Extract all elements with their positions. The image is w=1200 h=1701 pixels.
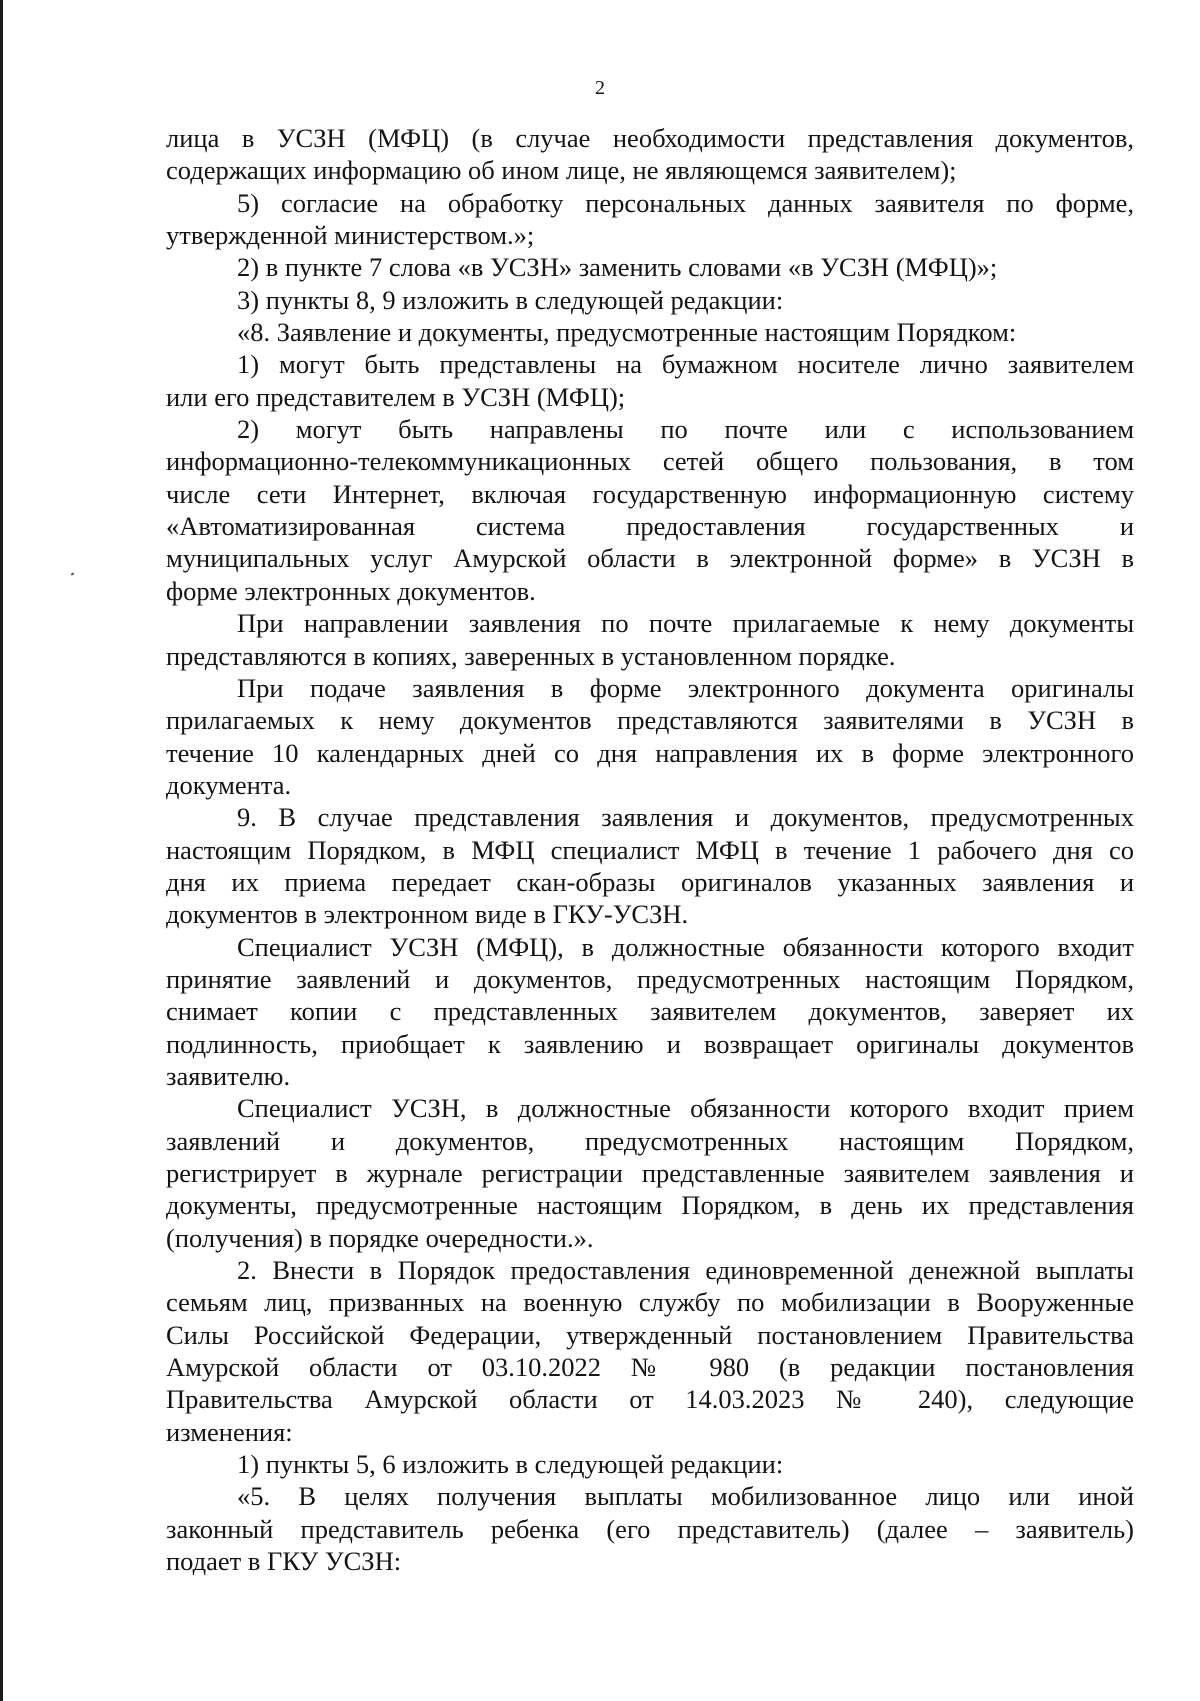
text-line: подает в ГКУ УСЗН:: [166, 1546, 402, 1577]
text-line: (получения) в порядке очередности.».: [166, 1222, 594, 1253]
text-line: настоящим Порядком, в МФЦ специалист МФЦ в течение 1 рабочего дня со: [166, 834, 1134, 865]
text-line: «Автоматизированная система предоставления государственных и: [166, 511, 1134, 542]
page-number: 2: [595, 77, 605, 99]
text-line: Специалист УСЗН, в должностные обязанности которого входит прием: [237, 1093, 1134, 1124]
text-line: информационно-телекоммуникационных сетей общего пользования, в том: [166, 446, 1134, 477]
text-line: подлинность, приобщает к заявлению и возвращает оригиналы документов: [166, 1028, 1134, 1059]
text-line: документов в электронном виде в ГКУ-УСЗН.: [166, 899, 689, 930]
text-line: течение 10 календарных дней со дня направления их в форме электронного: [166, 737, 1134, 768]
text-line: представляются в копиях, заверенных в установленном порядке.: [166, 640, 896, 671]
text-line: «5. В целях получения выплаты мобилизованное лицо или иной: [237, 1481, 1134, 1512]
text-line: снимает копии с представленных заявителем документов, заверяет их: [166, 996, 1134, 1027]
text-line: дня их приема передает скан-образы оригиналов указанных заявления и: [166, 866, 1134, 897]
text-line: или его представителем в УСЗН (МФЦ);: [166, 381, 626, 412]
text-line: 5) согласие на обработку персональных данных заявителя по форме,: [237, 187, 1134, 218]
text-line: «8. Заявление и документы, предусмотренные настоящим Порядком:: [237, 317, 1017, 348]
text-line: 2) в пункте 7 слова «в УСЗН» заменить словами «в УСЗН (МФЦ)»;: [237, 252, 998, 283]
text-line: 1) могут быть представлены на бумажном носителе лично заявителем: [237, 349, 1134, 380]
text-line: семьям лиц, призванных на военную службу по мобилизации в Вооруженные: [166, 1287, 1134, 1318]
scan-speck: [71, 572, 75, 575]
text-line: числе сети Интернет, включая государственную информационную систему: [166, 478, 1134, 509]
text-line: 2) могут быть направлены по почте или с использованием: [237, 414, 1134, 445]
text-line: Специалист УСЗН (МФЦ), в должностные обязанности которого входит: [237, 931, 1134, 962]
text-line: 9. В случае представления заявления и документов, предусмотренных: [237, 802, 1134, 833]
text-line: При направлении заявления по почте прилагаемые к нему документы: [237, 608, 1134, 639]
text-line: утвержденной министерством.»;: [166, 220, 535, 251]
text-line: лица в УСЗН (МФЦ) (в случае необходимости представления документов,: [166, 123, 1134, 153]
text-line: При подаче заявления в форме электронного документа оригиналы: [237, 672, 1134, 703]
text-line: Правительства Амурской области от 14.03.2023 № 240), следующие: [166, 1384, 1134, 1415]
text-line: документы, предусмотренные настоящим Порядком, в день их представления: [166, 1190, 1134, 1221]
text-line: 1) пункты 5, 6 изложить в следующей редакции:: [237, 1449, 784, 1480]
text-line: законный представитель ребенка (его представитель) (далее – заявитель): [166, 1513, 1134, 1544]
scan-edge: [0, 0, 3, 1701]
text-line: содержащих информацию об ином лице, не являющемся заявителем);: [166, 155, 957, 186]
text-line: муниципальных услуг Амурской области в электронной форме» в УСЗН в: [166, 543, 1134, 574]
text-line: Силы Российской Федерации, утвержденный постановлением Правительства: [166, 1319, 1134, 1350]
document-body: [166, 122, 1134, 1577]
text-line: заявлений и документов, предусмотренных настоящим Порядком,: [166, 1125, 1134, 1156]
text-line: 3) пункты 8, 9 изложить в следующей редакции:: [237, 284, 784, 315]
text-line: документа.: [166, 769, 292, 800]
text-line: 2. Внести в Порядок предоставления единовременной денежной выплаты: [237, 1255, 1134, 1286]
text-line: Амурской области от 03.10.2022 № 980 (в редакции постановления: [166, 1352, 1134, 1383]
text-line: форме электронных документов.: [166, 575, 536, 606]
text-line: изменения:: [166, 1416, 293, 1447]
text-line: регистрирует в журнале регистрации представленные заявителем заявления и: [166, 1158, 1134, 1188]
text-line: прилагаемых к нему документов представляются заявителями в УСЗН в: [166, 705, 1134, 736]
text-line: заявителю.: [166, 1060, 291, 1091]
text-line: принятие заявлений и документов, предусмотренных настоящим Порядком,: [166, 963, 1134, 994]
